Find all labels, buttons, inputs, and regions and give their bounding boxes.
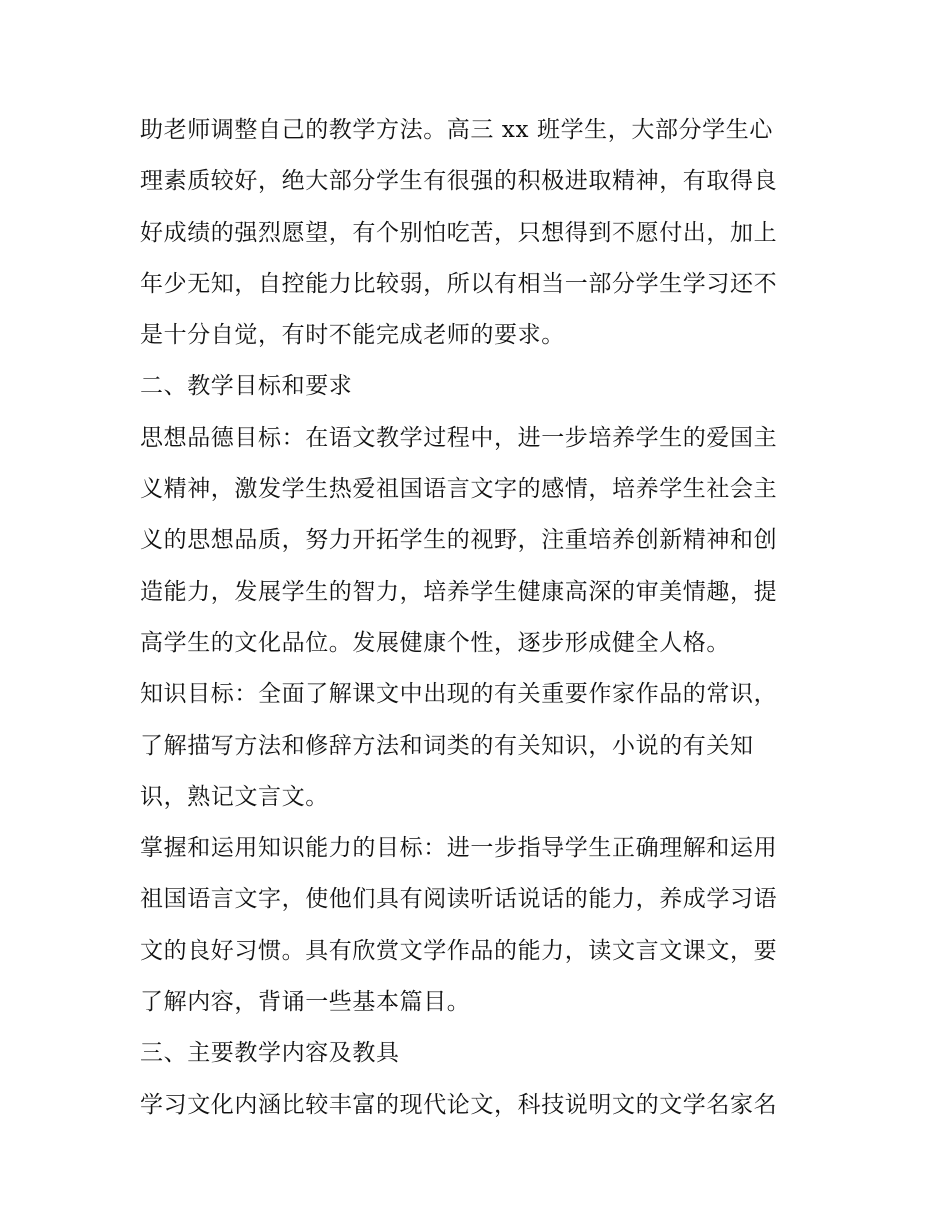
text-line: 文的良好习惯。具有欣赏文学作品的能力，读文言文课文，要 xyxy=(140,937,778,964)
text-line: 年少无知，自控能力比较弱，所以有相当一部分学生学习还不 xyxy=(140,270,778,297)
text-line: 学习文化内涵比较丰富的现代论文，科技说明文的文学名家名 xyxy=(140,1091,778,1118)
text-line: 掌握和运用知识能力的目标：进一步指导学生正确理解和运用 xyxy=(140,835,778,862)
text-line: 高学生的文化品位。发展健康个性，逐步形成健全人格。 xyxy=(140,629,730,656)
section-heading: 二、教学目标和要求 xyxy=(140,373,353,400)
document-body xyxy=(140,105,820,1131)
section-heading: 三、主要教学内容及教具 xyxy=(140,1040,400,1067)
text-line: 了解内容，背诵一些基本篇目。 xyxy=(140,989,471,1016)
text-line: 思想品德目标：在语文教学过程中，进一步培养学生的爱国主 xyxy=(140,424,778,451)
text-line: 助老师调整自己的教学方法。高三 xx 班学生，大部分学生心 xyxy=(140,117,773,143)
text-line: 了解描写方法和修辞方法和词类的有关知识，小说的有关知 xyxy=(140,732,754,759)
text-line: 是十分自觉，有时不能完成老师的要求。 xyxy=(140,322,565,349)
text-line: 造能力，发展学生的智力，培养学生健康高深的审美情趣，提 xyxy=(140,578,778,605)
text-line: 知识目标：全面了解课文中出现的有关重要作家作品的常识， xyxy=(140,681,778,708)
text-line: 义的思想品质，努力开拓学生的视野，注重培养创新精神和创 xyxy=(140,527,778,554)
text-line: 好成绩的强烈愿望，有个别怕吃苦，只想得到不愿付出，加上 xyxy=(140,219,778,246)
text-line: 义精神，激发学生热爱祖国语言文字的感情，培养学生社会主 xyxy=(140,476,778,503)
text-line: 理素质较好，绝大部分学生有很强的积极进取精神，有取得良 xyxy=(140,168,778,195)
text-line: 识，熟记文言文。 xyxy=(140,783,329,810)
text-line: 祖国语言文字，使他们具有阅读听话说话的能力，养成学习语 xyxy=(140,886,778,913)
